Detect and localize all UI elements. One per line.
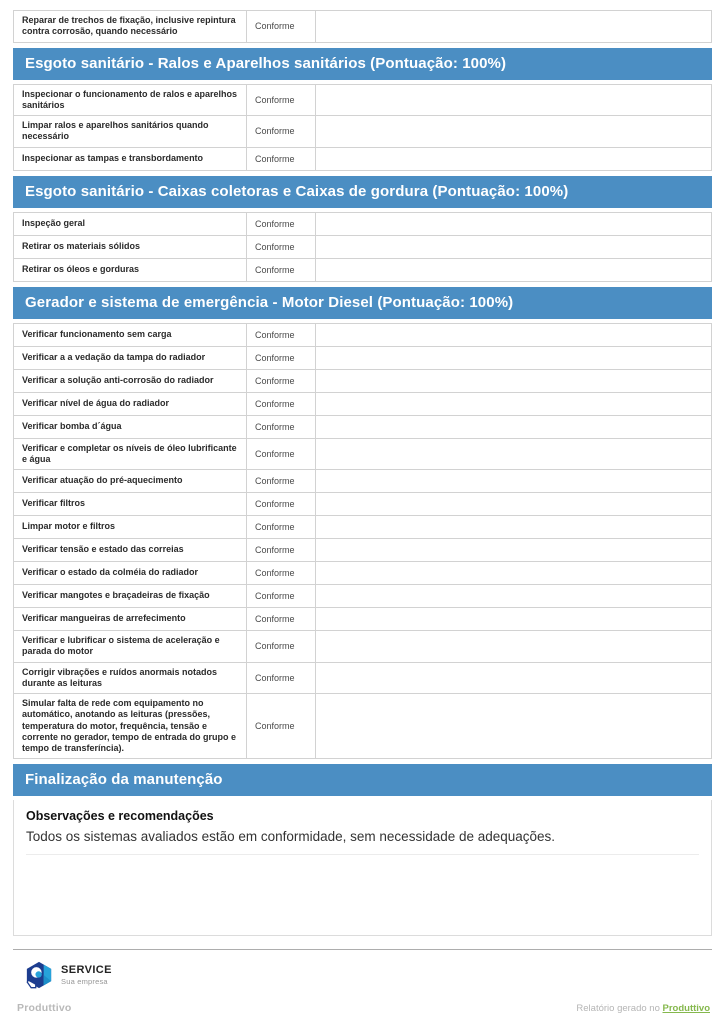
table-row: [14, 663, 711, 695]
brand-label: Produttivo: [17, 1002, 72, 1014]
task-cell: Verificar atuação do pré-aquecimento: [14, 470, 247, 492]
note-cell: [316, 694, 711, 758]
table-row: [14, 259, 711, 282]
note-cell: [316, 439, 711, 470]
task-cell: Verificar funcionamento sem carga: [14, 324, 247, 346]
table-row: [14, 516, 711, 539]
note-cell: [316, 259, 711, 281]
status-cell: Conforme: [247, 347, 316, 369]
status-cell: Conforme: [247, 259, 316, 281]
table-row: [14, 694, 711, 759]
table-row: [14, 608, 711, 631]
observations-empty-area: [26, 854, 699, 935]
company-logo: [13, 961, 712, 989]
footer-divider: [13, 949, 712, 950]
table-row: [14, 416, 711, 439]
status-cell: Conforme: [247, 439, 316, 470]
table-row: [14, 148, 711, 171]
produttivo-link[interactable]: Produttivo: [662, 1003, 710, 1014]
status-cell: Conforme: [247, 493, 316, 515]
task-cell: Inspeção geral: [14, 213, 247, 235]
note-cell: [316, 585, 711, 607]
checklist-table: [13, 323, 712, 760]
task-cell: Verificar a a vedação da tampa do radiador: [14, 347, 247, 369]
status-cell: Conforme: [247, 116, 316, 147]
status-cell: Conforme: [247, 85, 316, 116]
table-row: [14, 347, 711, 370]
task-cell: Verificar mangueiras de arrefecimento: [14, 608, 247, 630]
note-cell: [316, 416, 711, 438]
table-row: [14, 470, 711, 493]
table-row: [14, 393, 711, 416]
note-cell: [316, 562, 711, 584]
table-row: [14, 562, 711, 585]
company-logo-icon: [24, 961, 54, 989]
task-cell: Retirar os materiais sólidos: [14, 236, 247, 258]
status-cell: Conforme: [247, 324, 316, 346]
checklist-table: [13, 10, 712, 43]
status-cell: Conforme: [247, 585, 316, 607]
generated-prefix: Relatório gerado no: [576, 1003, 660, 1014]
table-row: [14, 213, 711, 236]
task-cell: Corrigir vibrações e ruídos anormais notados durante as leituras: [14, 663, 247, 694]
table-row: [14, 585, 711, 608]
observations-heading: Observações e recomendações: [26, 809, 214, 824]
task-cell: Verificar mangotes e braçadeiras de fixação: [14, 585, 247, 607]
status-cell: Conforme: [247, 516, 316, 538]
task-cell: Verificar e completar os níveis de óleo lubrificante e água: [14, 439, 247, 470]
status-cell: Conforme: [247, 148, 316, 170]
table-row: [14, 439, 711, 471]
checklist: [13, 10, 712, 759]
page-footer: [13, 936, 712, 1024]
status-cell: Conforme: [247, 416, 316, 438]
checklist-table: [13, 212, 712, 282]
status-cell: Conforme: [247, 663, 316, 694]
status-cell: Conforme: [247, 694, 316, 758]
task-cell: Verificar tensão e estado das correias: [14, 539, 247, 561]
status-cell: Conforme: [247, 608, 316, 630]
footer-meta: [13, 1002, 712, 1024]
status-cell: Conforme: [247, 470, 316, 492]
task-cell: Inspecionar o funcionamento de ralos e aparelhos sanitários: [14, 85, 247, 116]
task-cell: Simular falta de rede com equipamento no automático, anotando as leituras (pressões, temperatura do motor, frequência, tensão e corrente no gerador, tempo de entrada do grupo e tempo de transferíncia).: [14, 694, 247, 758]
note-cell: [316, 493, 711, 515]
company-tagline: Sua empresa: [61, 976, 108, 986]
task-cell: Reparar de trechos de fixação, inclusive repintura contra corrosão, quando necessário: [14, 11, 247, 42]
task-cell: Limpar ralos e aparelhos sanitários quando necessário: [14, 116, 247, 147]
note-cell: [316, 347, 711, 369]
note-cell: [316, 324, 711, 346]
table-row: [14, 539, 711, 562]
company-name: SERVICE: [61, 964, 112, 977]
table-row: [14, 236, 711, 259]
note-cell: [316, 148, 711, 170]
section-header: Gerador e sistema de emergência - Motor Diesel (Pontuação: 100%): [13, 287, 712, 319]
table-row: [14, 116, 711, 148]
task-cell: Retirar os óleos e gorduras: [14, 259, 247, 281]
note-cell: [316, 516, 711, 538]
note-cell: [316, 370, 711, 392]
note-cell: [316, 116, 711, 147]
note-cell: [316, 608, 711, 630]
checklist-table: [13, 84, 712, 171]
table-row: [14, 11, 711, 43]
status-cell: Conforme: [247, 213, 316, 235]
status-cell: Conforme: [247, 370, 316, 392]
section-header: Esgoto sanitário - Ralos e Aparelhos sanitários (Pontuação: 100%): [13, 48, 712, 80]
section-header: Esgoto sanitário - Caixas coletoras e Caixas de gordura (Pontuação: 100%): [13, 176, 712, 208]
task-cell: Verificar filtros: [14, 493, 247, 515]
table-row: [14, 324, 711, 347]
task-cell: Inspecionar as tampas e transbordamento: [14, 148, 247, 170]
note-cell: [316, 236, 711, 258]
task-cell: Verificar e lubrificar o sistema de aceleração e parada do motor: [14, 631, 247, 662]
table-row: [14, 493, 711, 516]
status-cell: Conforme: [247, 631, 316, 662]
table-row: [14, 631, 711, 663]
task-cell: Verificar nível de água do radiador: [14, 393, 247, 415]
table-row: [14, 370, 711, 393]
generated-text: [576, 1003, 710, 1014]
task-cell: Verificar a solução anti-corrosão do radiador: [14, 370, 247, 392]
note-cell: [316, 470, 711, 492]
note-cell: [316, 663, 711, 694]
task-cell: Verificar o estado da colméia do radiador: [14, 562, 247, 584]
status-cell: Conforme: [247, 562, 316, 584]
note-cell: [316, 393, 711, 415]
note-cell: [316, 85, 711, 116]
observations-box: [13, 800, 712, 936]
table-row: [14, 85, 711, 117]
status-cell: Conforme: [247, 539, 316, 561]
company-logo-text: [61, 964, 112, 985]
status-cell: Conforme: [247, 11, 316, 42]
status-cell: Conforme: [247, 236, 316, 258]
observations-text: Todos os sistemas avaliados estão em conformidade, sem necessidade de adequações.: [26, 829, 556, 845]
note-cell: [316, 213, 711, 235]
note-cell: [316, 539, 711, 561]
status-cell: Conforme: [247, 393, 316, 415]
note-cell: [316, 11, 711, 42]
note-cell: [316, 631, 711, 662]
task-cell: Limpar motor e filtros: [14, 516, 247, 538]
task-cell: Verificar bomba d´água: [14, 416, 247, 438]
section-header-finalization: Finalização da manutenção: [13, 764, 712, 796]
